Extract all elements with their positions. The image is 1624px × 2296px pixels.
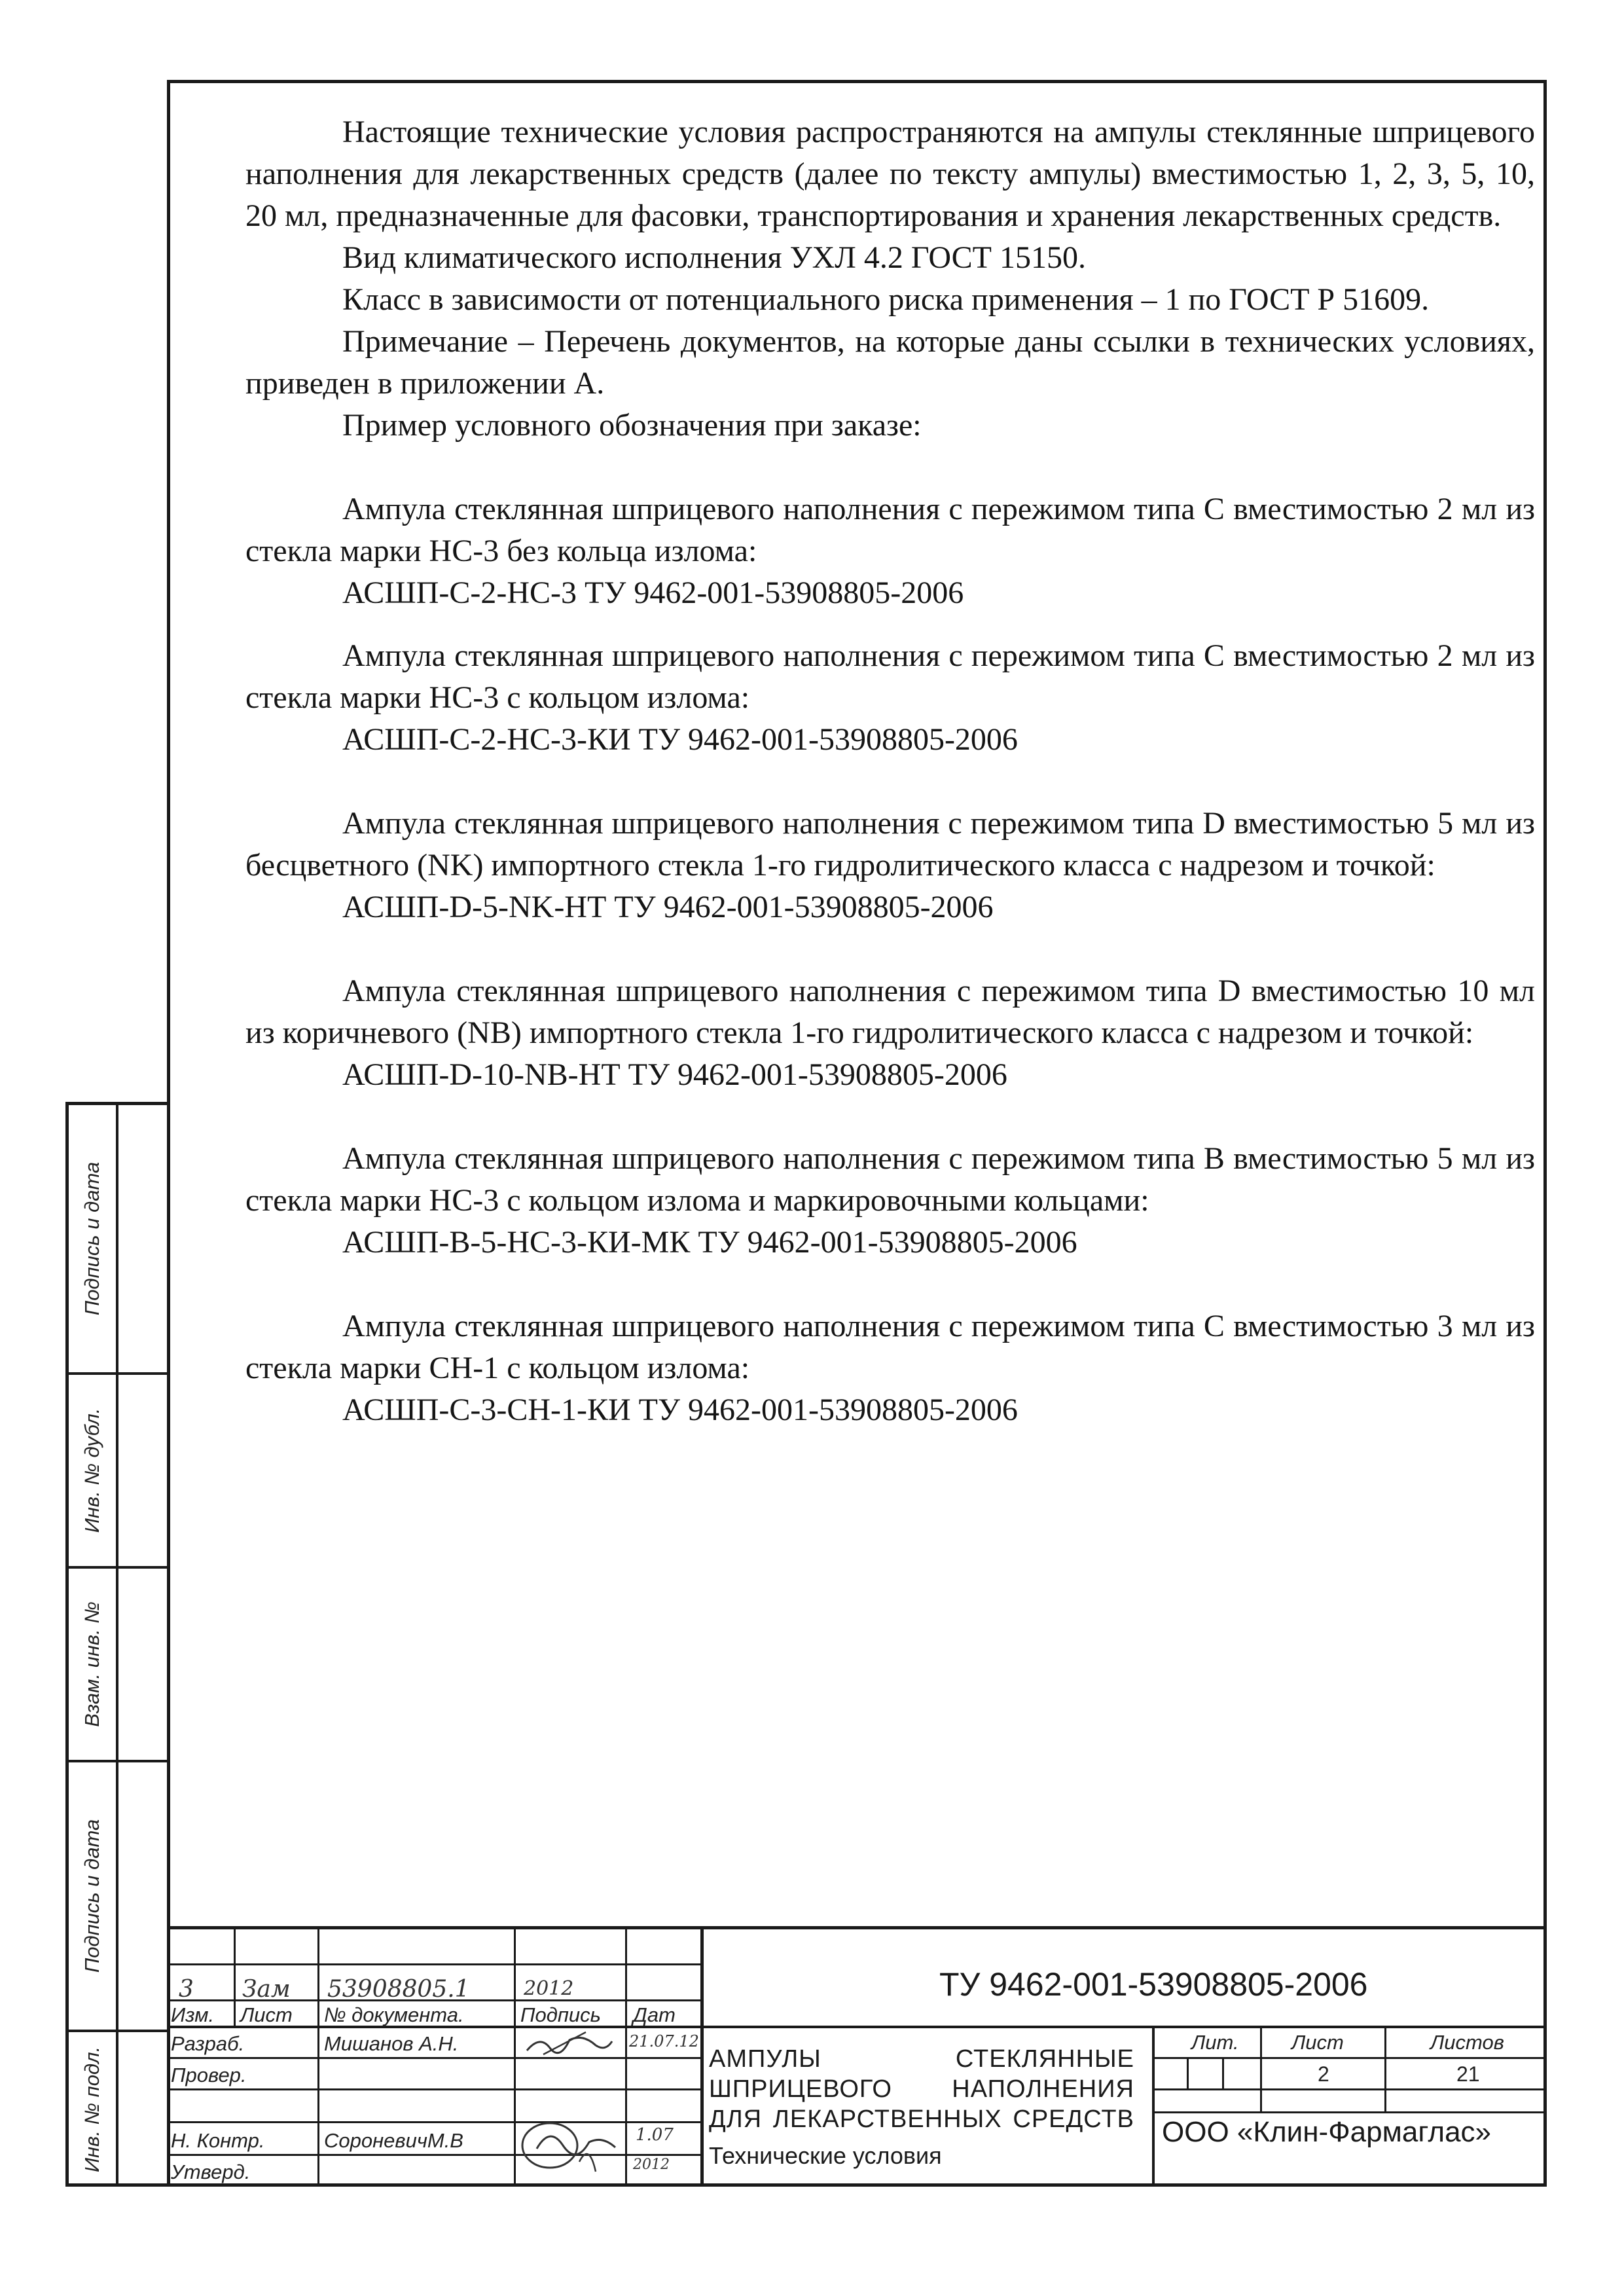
developer-date: 21.07.12 [629, 2032, 699, 2050]
sheets-label: Листов [1430, 2031, 1504, 2054]
climate-paragraph: Вид климатического исполнения УХЛ 4.2 ГОСТ 15150. [342, 240, 1086, 275]
role-approver: Утверд. [171, 2160, 251, 2183]
example-description: Ампула стеклянная шприцевого наполнения с пережимом типа С вместимостью 2 мл из стекла марки НС-3 с кольцом излома: [245, 638, 1535, 715]
example-description: Ампула стеклянная шприцевого наполнения с пережимом типа С вместимостью 3 мл из стекла марки СН-1 с кольцом излома: [245, 1309, 1535, 1385]
example-code: АСШП-С-3-СН-1-КИ ТУ 9462-001-53908805-2006 [342, 1393, 1018, 1427]
developer-signature [524, 2028, 615, 2057]
document-number: ТУ 9462-001-53908805-2006 [939, 1966, 1368, 2003]
norm-control-year: 2012 [633, 2157, 670, 2173]
sidebar-cell [69, 2032, 170, 2187]
role-norm-control: Н. Контр. [171, 2129, 265, 2152]
title-block [167, 1926, 1547, 2187]
norm-control-date: 1.07 [636, 2125, 674, 2145]
change-izm: 3 [179, 1976, 194, 2003]
example-description: Ампула стеклянная шприцевого наполнения с пережимом типа D вместимостью 5 мл из бесцветного (NK) импортного стекла 1-го гидролитического класса с надрезом и точкой: [245, 806, 1535, 883]
example-description: Ампула стеклянная шприцевого наполнения с пережимом типа В вместимостью 5 мл из стекла марки НС-3 с кольцом излома и маркировочными кольцами: [245, 1141, 1535, 1218]
product-name: АМПУЛЫ СТЕКЛЯННЫЕ ШПРИЦЕВОГО НАПОЛНЕНИЯ ДЛЯ ЛЕКАРСТВЕННЫХ СРЕДСТВ [709, 2045, 1134, 2133]
change-date: 2012 [524, 1977, 574, 2000]
sidebar-cell [69, 1569, 170, 1762]
example-code: АСШП-D-10-NB-НТ ТУ 9462-001-53908805-2006 [342, 1057, 1007, 1092]
sheet-label: Лист [1291, 2031, 1344, 2054]
note-paragraph: Примечание – Перечень документов, на которые даны ссылки в технических условиях, приведен в приложении А. [245, 324, 1535, 401]
norm-control-signature [517, 2116, 622, 2175]
role-developer: Разраб. [171, 2032, 245, 2055]
example-code: АСШП-С-2-НС-3-КИ ТУ 9462-001-53908805-2006 [342, 722, 1018, 757]
organization: ООО «Клин-Фармаглас» [1162, 2116, 1492, 2148]
example-code: АСШП-С-2-НС-3 ТУ 9462-001-53908805-2006 [342, 575, 964, 610]
header-date: Дат [633, 2003, 676, 2026]
example-intro: Пример условного обозначения при заказе: [342, 408, 922, 443]
header-izm: Изм. [171, 2003, 215, 2026]
sidebar-cell [69, 1762, 170, 2032]
sheet-number: 2 [1318, 2062, 1329, 2086]
sheets-count: 21 [1456, 2062, 1480, 2086]
header-sign: Подпись [520, 2003, 601, 2026]
change-doc: 53908805.1 [327, 1976, 470, 2003]
lit-label: Лит. [1191, 2031, 1239, 2054]
norm-control-name: СороневичМ.В [324, 2129, 463, 2152]
sidebar-label: Подпись и дата [81, 1819, 103, 1973]
document-type: Технические условия [709, 2142, 942, 2169]
developer-name: Мишанов А.Н. [324, 2032, 459, 2055]
sidebar-cell [69, 1105, 170, 1375]
sidebar-label: Инв. № дубл. [81, 1408, 103, 1533]
sidebar-label: Подпись и дата [81, 1161, 103, 1316]
header-list: Лист [240, 2003, 293, 2026]
risk-class-paragraph: Класс в зависимости от потенциального риска применения – 1 по ГОСТ Р 51609. [342, 282, 1430, 317]
example-code: АСШП-D-5-NK-НТ ТУ 9462-001-53908805-2006 [342, 890, 994, 924]
header-doc: № документа. [324, 2003, 464, 2026]
document-body [245, 111, 1535, 1431]
sidebar-label: Инв. № подл. [81, 2046, 103, 2173]
example-code: АСШП-В-5-НС-3-КИ-МК ТУ 9462-001-53908805-2006 [342, 1225, 1077, 1260]
example-description: Ампула стеклянная шприцевого наполнения с пережимом типа D вместимостью 10 мл из коричневого (NB) импортного стекла 1-го гидролитического класса с надрезом и точкой: [245, 974, 1535, 1050]
sidebar-label: Взам. инв. № [81, 1601, 103, 1727]
left-margin-stamp [65, 1102, 170, 2187]
sidebar-cell [69, 1375, 170, 1569]
example-description: Ампула стеклянная шприцевого наполнения с пережимом типа С вместимостью 2 мл из стекла марки НС-3 без кольца излома: [245, 492, 1535, 568]
role-checker: Провер. [171, 2064, 247, 2086]
intro-paragraph: Настоящие технические условия распространяются на ампулы стеклянные шприцевого наполнения для лекарственных средств (далее по тексту ампулы) вместимостью 1, 2, 3, 5, 10, 20 мл, предназначенные для фасовки, транспортирования и хранения лекарственных средств. [245, 115, 1535, 233]
change-list: Зам [242, 1976, 291, 2003]
